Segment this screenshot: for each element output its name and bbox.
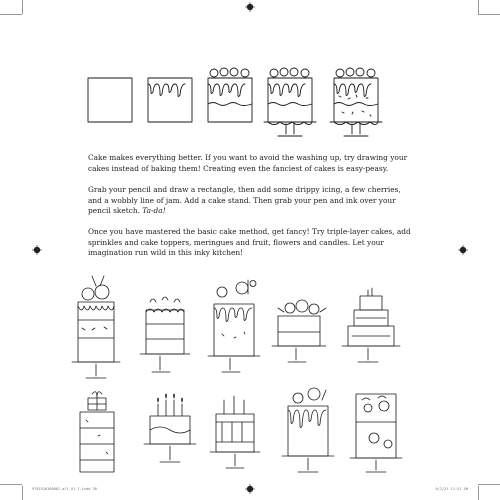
registration-mark-icon	[245, 2, 255, 12]
cake-gallery-illustration	[66, 272, 436, 478]
gallery-cake	[144, 394, 196, 462]
gallery-cake	[80, 392, 114, 472]
crop-mark-icon	[478, 484, 500, 485]
crop-mark-icon	[22, 0, 23, 14]
gallery-cake	[210, 396, 260, 468]
crop-mark-icon	[478, 486, 479, 500]
crop-mark-icon	[478, 14, 500, 15]
crop-mark-icon	[0, 14, 22, 15]
slug-left: 9781526360862_all_01_7.indd 30	[32, 487, 97, 491]
gallery-cake	[72, 276, 120, 378]
cake-steps-illustration	[84, 58, 414, 142]
registration-mark-icon	[245, 484, 255, 494]
gallery-cake	[140, 297, 190, 372]
registration-mark-icon	[458, 245, 468, 255]
gallery-cake	[350, 394, 402, 472]
gallery-cake	[282, 388, 334, 472]
gallery-cake	[342, 288, 400, 362]
instructions-exclamation: Ta-da!	[142, 206, 166, 216]
crop-mark-icon	[22, 486, 23, 500]
fancy-cakes-paragraph: Once you have mastered the basic cake method, get fancy! Try triple-layer cakes, add sprinkles and cake toppers, meringues and fruit, flowers and candles. Let your imagination run wild in this inky kitchen!	[88, 227, 411, 258]
crop-mark-icon	[0, 484, 22, 485]
instructions-text: Grab your pencil and draw a rectangle, then add some drippy icing, a few cherries, and a wobbly line of jam. Add a cake stand. Then grab your pen and ink over your pencil sketch.	[88, 185, 401, 216]
crop-mark-icon	[478, 0, 479, 14]
instructions-paragraph	[88, 185, 416, 217]
registration-mark-icon	[32, 245, 42, 255]
slug-right: 6/2/21 11:31 AM	[435, 487, 468, 491]
gallery-cake	[272, 300, 326, 362]
gallery-cake	[208, 280, 260, 372]
intro-paragraph: Cake makes everything better. If you want to avoid the washing up, try drawing your cakes instead of baking them! Creating even the fanciest of cakes is easy-peasy.	[88, 153, 408, 173]
